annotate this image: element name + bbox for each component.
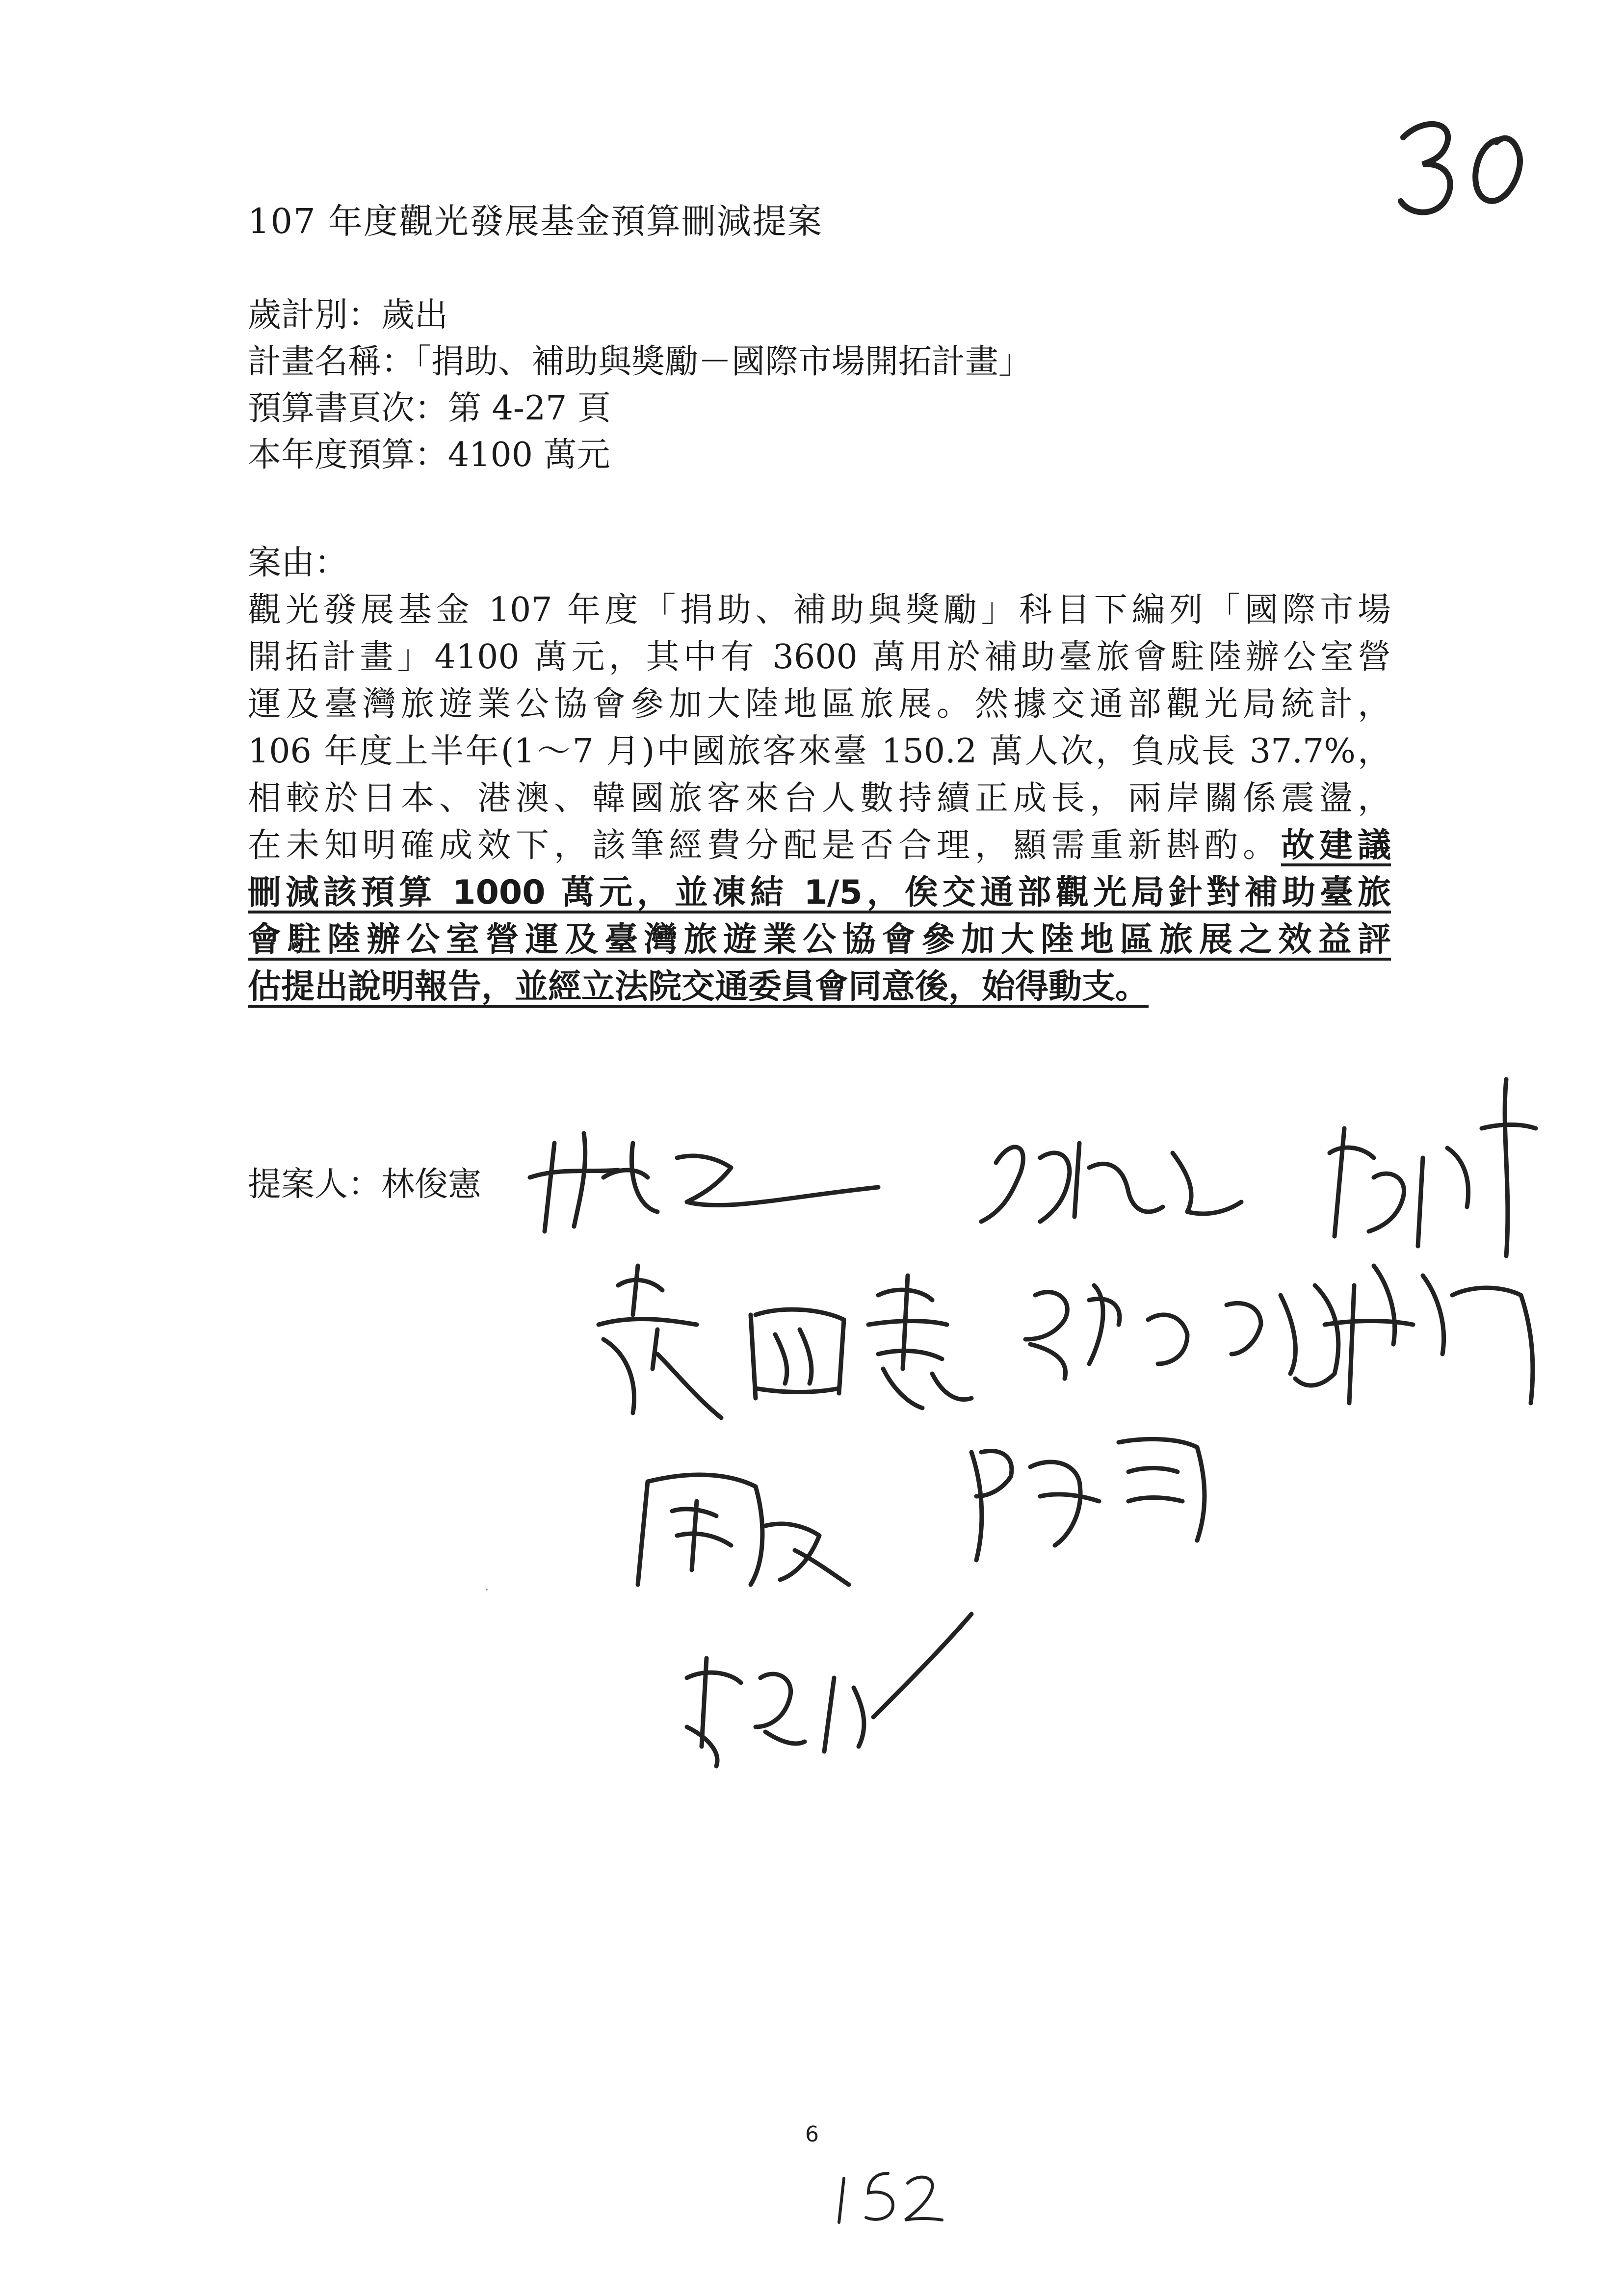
reason-bold-text: 故建議 bbox=[1281, 826, 1391, 865]
signature-4 bbox=[599, 1266, 721, 1418]
reason-bold-line: 估提出說明報告，並經立法院交通委員會同意後，始得動支。 bbox=[248, 967, 1149, 1006]
signature-2 bbox=[981, 1143, 1241, 1222]
signature-9 bbox=[638, 1439, 1205, 1766]
reason-line: 觀光發展基金 107 年度「捐助、補助與獎勵」科目下編列「國際市場 bbox=[248, 591, 1391, 629]
budget-amount-line: 本年度預算：4100 萬元 bbox=[248, 436, 610, 474]
reason-plain-text: 在未知明確成效下，該筆經費分配是否合理，顯需重新斟酌。 bbox=[248, 826, 1281, 865]
page-number: 6 bbox=[805, 2122, 819, 2147]
budget-page-line: 預算書頁次：第 4-27 頁 bbox=[248, 389, 611, 428]
reason-bold-line: 刪減該預算 1000 萬元，並凍結 1/5，俟交通部觀光局針對補助臺旅 bbox=[248, 873, 1391, 912]
budget-meta bbox=[248, 292, 1032, 478]
signature-6 bbox=[868, 1276, 971, 1408]
reason-line: 開拓計畫」4100 萬元，其中有 3600 萬用於補助臺旅會駐陸辦公室營 bbox=[248, 638, 1391, 677]
scan-speck bbox=[486, 1589, 488, 1591]
signature-7 bbox=[1025, 1285, 1261, 1379]
signature-1 bbox=[530, 1133, 878, 1231]
reason-label: 案由： bbox=[248, 544, 348, 582]
handwritten-corner-number bbox=[1393, 113, 1541, 226]
signature-5 bbox=[751, 1309, 844, 1398]
reason-line: 106 年度上半年(1～7 月)中國旅客來臺 150.2 萬人次，負成長 37.7%， bbox=[248, 732, 1391, 771]
signature-3 bbox=[1330, 1079, 1536, 1256]
plan-name-line: 計畫名稱：「捐助、補助與獎勵－國際市場開拓計畫」 bbox=[248, 342, 1032, 381]
account-line: 歲計別：歲出 bbox=[248, 296, 448, 335]
reason-section bbox=[248, 540, 1391, 1011]
handwritten-bottom-number bbox=[829, 2164, 947, 2227]
proposer-label: 提案人：林俊憲 bbox=[248, 1165, 482, 1204]
reason-line: 相較於日本、港澳、韓國旅客來台人數持續正成長，兩岸關係震盪， bbox=[248, 779, 1391, 818]
signature-8 bbox=[1281, 1266, 1533, 1403]
reason-line: 運及臺灣旅遊業公協會參加大陸地區旅展。然據交通部觀光局統計， bbox=[248, 685, 1391, 724]
reason-bold-line: 會駐陸辦公室營運及臺灣旅遊業公協會參加大陸地區旅展之效益評 bbox=[248, 920, 1391, 959]
reason-line-mixed bbox=[248, 822, 1391, 869]
document-title: 107 年度觀光發展基金預算刪減提案 bbox=[248, 201, 823, 241]
